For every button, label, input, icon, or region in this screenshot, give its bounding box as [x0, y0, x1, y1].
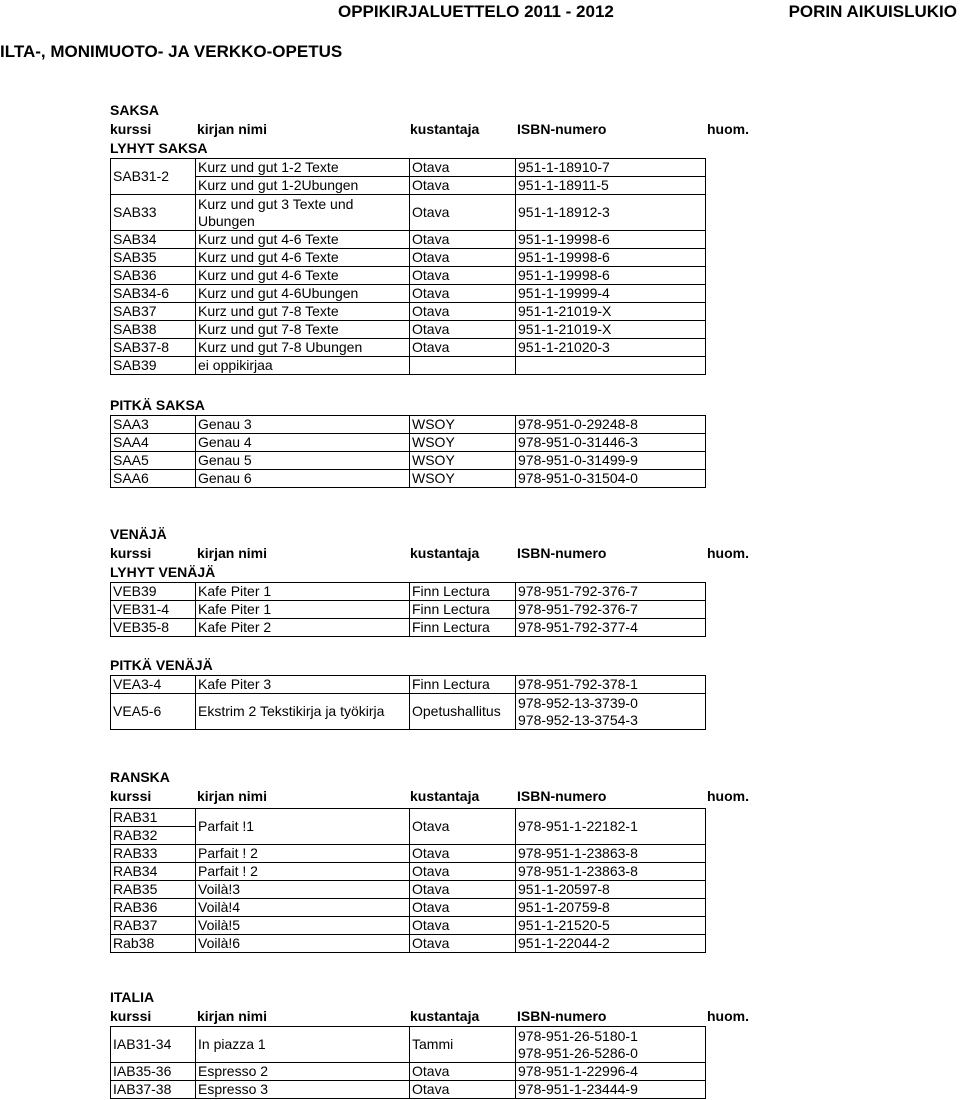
col-huom: huom.	[707, 545, 749, 561]
cell-kurssi: RAB33	[111, 845, 196, 863]
cell-kurssi: RAB36	[111, 899, 196, 917]
column-headers	[110, 787, 960, 806]
section-pitka-saksa	[110, 396, 960, 488]
cell-isbn: 951-1-21019-X	[516, 303, 706, 321]
cell-kirja: Kafe Piter 2	[196, 619, 410, 637]
table-row	[111, 416, 853, 434]
cell-kurssi: SAB36	[111, 267, 196, 285]
cell-isbn: 951-1-20597-8	[516, 881, 706, 899]
cell-kirja: Kurz und gut 4-6Ubungen	[196, 285, 410, 303]
cell-kustantaja: Otava	[410, 303, 516, 321]
cell-kurssi: SAB37	[111, 303, 196, 321]
table-row	[111, 195, 853, 231]
table-row	[111, 452, 853, 470]
cell-isbn: 951-1-19999-4	[516, 285, 706, 303]
cell-isbn: 978-951-1-23863-8	[516, 845, 706, 863]
cell-kustantaja: Otava	[410, 195, 516, 231]
cell-isbn	[516, 694, 706, 730]
col-kurssi: kurssi	[110, 121, 152, 137]
col-huom: huom.	[707, 788, 749, 804]
book-table	[110, 1026, 853, 1099]
column-headers	[110, 120, 960, 139]
section-pitka-venaja	[110, 656, 960, 730]
section-title: ITALIA	[110, 989, 155, 1005]
cell-kirja: Voilà!6	[196, 935, 410, 953]
section-venaja	[110, 525, 960, 637]
section-italia	[110, 988, 960, 1099]
cell-kirja: Voilà!4	[196, 899, 410, 917]
cell-kurssi: Rab38	[111, 935, 196, 953]
cell-isbn-line2: 978-951-26-5286-0	[518, 1044, 638, 1061]
cell-isbn: 951-1-18910-7	[516, 159, 706, 177]
cell-kustantaja: WSOY	[410, 416, 516, 434]
cell-kustantaja: Otava	[410, 159, 516, 177]
cell-kustantaja: Otava	[410, 231, 516, 249]
col-kustantaja: kustantaja	[410, 788, 480, 804]
subsection-title: PITKÄ VENÄJÄ	[110, 657, 213, 673]
cell-kirja: Kurz und gut 4-6 Texte	[196, 249, 410, 267]
col-isbn: ISBN-numero	[517, 1008, 607, 1024]
col-kustantaja: kustantaja	[410, 121, 480, 137]
col-kirja: kirjan nimi	[197, 788, 268, 804]
table-row	[111, 845, 853, 863]
cell-kustantaja: Finn Lectura	[410, 619, 516, 637]
book-table	[110, 808, 853, 953]
cell-kurssi: IAB37-38	[111, 1081, 196, 1099]
cell-kurssi: IAB35-36	[111, 1063, 196, 1081]
cell-kirja: Voilà!5	[196, 917, 410, 935]
section-title: VENÄJÄ	[110, 526, 167, 542]
cell-kustantaja: Otava	[410, 285, 516, 303]
cell-isbn-line1: 978-952-13-3739-0	[518, 694, 638, 711]
cell-kurssi: SAB34-6	[111, 285, 196, 303]
cell-kustantaja	[410, 357, 516, 375]
col-isbn: ISBN-numero	[517, 121, 607, 137]
table-row	[111, 899, 853, 917]
cell-kirja: Kurz und gut 4-6 Texte	[196, 267, 410, 285]
cell-isbn: 978-951-0-31446-3	[516, 434, 706, 452]
cell-kirja: Parfait ! 2	[196, 863, 410, 881]
section-title: SAKSA	[110, 102, 160, 118]
cell-kurssi: SAB39	[111, 357, 196, 375]
cell-isbn: 978-951-0-31504-0	[516, 470, 706, 488]
table-row	[111, 619, 853, 637]
cell-isbn: 978-951-1-22996-4	[516, 1063, 706, 1081]
cell-kurssi: SAA4	[111, 434, 196, 452]
col-huom: huom.	[707, 121, 749, 137]
book-table	[110, 158, 853, 375]
cell-isbn: 951-1-19998-6	[516, 249, 706, 267]
cell-kustantaja: Otava	[410, 845, 516, 863]
cell-kurssi: VEB31-4	[111, 601, 196, 619]
cell-isbn: 978-951-792-376-7	[516, 583, 706, 601]
table-row	[111, 303, 853, 321]
school-name: PORIN AIKUISLUKIO	[788, 2, 957, 21]
cell-isbn: 951-1-21520-5	[516, 917, 706, 935]
table-row	[111, 470, 853, 488]
cell-kustantaja: Otava	[410, 339, 516, 357]
col-isbn: ISBN-numero	[517, 788, 607, 804]
cell-kirja: Ekstrim 2 Tekstikirja ja työkirja	[196, 694, 410, 730]
cell-kurssi: SAB38	[111, 321, 196, 339]
cell-kurssi: IAB31-34	[111, 1027, 196, 1063]
cell-kurssi: SAB35	[111, 249, 196, 267]
cell-isbn-line2: 978-952-13-3754-3	[518, 711, 638, 728]
cell-kurssi: RAB31	[111, 809, 196, 827]
cell-kustantaja: Otava	[410, 881, 516, 899]
cell-kirja	[196, 195, 410, 231]
cell-isbn-line1: 978-951-26-5180-1	[518, 1027, 638, 1044]
cell-kurssi: RAB37	[111, 917, 196, 935]
cell-kirja: Genau 5	[196, 452, 410, 470]
cell-kirja: Kurz und gut 7-8 Texte	[196, 303, 410, 321]
cell-kirja: Kurz und gut 7-8 Ubungen	[196, 339, 410, 357]
cell-kirja: ei oppikirjaa	[196, 357, 410, 375]
table-row	[111, 694, 853, 730]
cell-isbn	[516, 1027, 706, 1063]
col-kustantaja: kustantaja	[410, 1008, 480, 1024]
col-kurssi: kurssi	[110, 788, 152, 804]
subsection-title: PITKÄ SAKSA	[110, 397, 205, 413]
cell-kustantaja: Otava	[410, 917, 516, 935]
cell-isbn: 978-951-1-22182-1	[516, 809, 706, 845]
cell-kirja: Kurz und gut 7-8 Texte	[196, 321, 410, 339]
cell-kustantaja: Finn Lectura	[410, 601, 516, 619]
cell-isbn: 978-951-0-29248-8	[516, 416, 706, 434]
cell-kustantaja: Otava	[410, 267, 516, 285]
cell-kustantaja: Otava	[410, 935, 516, 953]
cell-kurssi: VEA3-4	[111, 676, 196, 694]
table-row	[111, 676, 853, 694]
cell-kirja: Kafe Piter 1	[196, 583, 410, 601]
cell-isbn: 978-951-0-31499-9	[516, 452, 706, 470]
cell-kustantaja: WSOY	[410, 434, 516, 452]
table-row	[111, 809, 853, 827]
cell-kustantaja: Otava	[410, 863, 516, 881]
cell-isbn: 951-1-18912-3	[516, 195, 706, 231]
book-table	[110, 675, 853, 730]
cell-isbn: 951-1-19998-6	[516, 267, 706, 285]
col-kirja: kirjan nimi	[197, 1008, 268, 1024]
section-ranska	[110, 768, 960, 953]
subsection-title: LYHYT VENÄJÄ	[110, 564, 216, 580]
cell-isbn: 978-951-792-376-7	[516, 601, 706, 619]
cell-kurssi: SAA5	[111, 452, 196, 470]
cell-kustantaja: Tammi	[410, 1027, 516, 1063]
col-isbn: ISBN-numero	[517, 545, 607, 561]
cell-kirja: Kurz und gut 4-6 Texte	[196, 231, 410, 249]
cell-kurssi: VEB35-8	[111, 619, 196, 637]
cell-kirja: Espresso 3	[196, 1081, 410, 1099]
cell-isbn: 951-1-21019-X	[516, 321, 706, 339]
cell-kustantaja: Otava	[410, 899, 516, 917]
cell-kustantaja: Opetushallitus	[410, 694, 516, 730]
cell-kirja-line2: Ubungen	[198, 212, 255, 229]
col-huom: huom.	[707, 1008, 749, 1024]
section-saksa	[110, 101, 960, 375]
cell-isbn	[516, 357, 706, 375]
cell-kustantaja: Otava	[410, 321, 516, 339]
cell-kustantaja: WSOY	[410, 452, 516, 470]
table-row	[111, 159, 853, 177]
cell-kustantaja: Otava	[410, 1081, 516, 1099]
cell-kurssi: RAB35	[111, 881, 196, 899]
book-table	[110, 415, 853, 488]
cell-kurssi: SAA6	[111, 470, 196, 488]
cell-kustantaja: Finn Lectura	[410, 583, 516, 601]
table-row	[111, 601, 853, 619]
table-row	[111, 863, 853, 881]
col-kurssi: kurssi	[110, 1008, 152, 1024]
table-row	[111, 1027, 853, 1063]
col-kustantaja: kustantaja	[410, 545, 480, 561]
column-headers	[110, 544, 960, 563]
cell-kirja: Genau 3	[196, 416, 410, 434]
cell-kurssi: SAB34	[111, 231, 196, 249]
cell-kustantaja: Otava	[410, 1063, 516, 1081]
cell-isbn: 978-951-792-377-4	[516, 619, 706, 637]
table-row	[111, 1063, 853, 1081]
cell-kirja-line1: Kurz und gut 3 Texte und	[198, 195, 354, 212]
column-headers	[110, 1007, 960, 1026]
cell-isbn: 978-951-1-23863-8	[516, 863, 706, 881]
cell-kirja: Kurz und gut 1-2Ubungen	[196, 177, 410, 195]
col-kirja: kirjan nimi	[197, 121, 268, 137]
table-row	[111, 917, 853, 935]
table-row	[111, 357, 853, 375]
table-row	[111, 583, 853, 601]
table-row	[111, 231, 853, 249]
cell-kustantaja: Finn Lectura	[410, 676, 516, 694]
col-kurssi: kurssi	[110, 545, 152, 561]
cell-isbn: 951-1-22044-2	[516, 935, 706, 953]
cell-kurssi: RAB34	[111, 863, 196, 881]
cell-kurssi: VEA5-6	[111, 694, 196, 730]
cell-isbn: 951-1-19998-6	[516, 231, 706, 249]
cell-isbn: 978-951-1-23444-9	[516, 1081, 706, 1099]
table-row	[111, 1081, 853, 1099]
cell-kustantaja: Otava	[410, 809, 516, 845]
table-row	[111, 285, 853, 303]
table-row	[111, 339, 853, 357]
table-row	[111, 177, 853, 195]
cell-kustantaja: Otava	[410, 177, 516, 195]
cell-kurssi: SAB37-8	[111, 339, 196, 357]
table-row	[111, 249, 853, 267]
cell-kurssi: SAB31-2	[111, 159, 196, 195]
cell-kirja: In piazza 1	[196, 1027, 410, 1063]
cell-kirja: Kafe Piter 1	[196, 601, 410, 619]
cell-kirja: Espresso 2	[196, 1063, 410, 1081]
cell-kurssi: SAB33	[111, 195, 196, 231]
cell-kurssi: VEB39	[111, 583, 196, 601]
page-subtitle: ILTA-, MONIMUOTO- JA VERKKO-OPETUS	[0, 42, 343, 61]
table-row	[111, 434, 853, 452]
cell-isbn: 951-1-20759-8	[516, 899, 706, 917]
table-row	[111, 935, 853, 953]
cell-isbn: 951-1-21020-3	[516, 339, 706, 357]
col-kirja: kirjan nimi	[197, 545, 268, 561]
cell-kirja: Genau 4	[196, 434, 410, 452]
table-row	[111, 267, 853, 285]
cell-isbn: 978-951-792-378-1	[516, 676, 706, 694]
subsection-title: LYHYT SAKSA	[110, 140, 208, 156]
cell-kirja: Genau 6	[196, 470, 410, 488]
book-table	[110, 582, 853, 637]
cell-kustantaja: WSOY	[410, 470, 516, 488]
cell-kirja: Parfait ! 2	[196, 845, 410, 863]
table-row	[111, 881, 853, 899]
cell-kirja: Parfait !1	[196, 809, 410, 845]
page-title: OPPIKIRJALUETTELO 2011 - 2012	[338, 2, 614, 21]
cell-kurssi: SAA3	[111, 416, 196, 434]
cell-kirja: Kurz und gut 1-2 Texte	[196, 159, 410, 177]
cell-kirja: Voilà!3	[196, 881, 410, 899]
cell-kurssi: RAB32	[111, 827, 196, 845]
cell-isbn: 951-1-18911-5	[516, 177, 706, 195]
section-title: RANSKA	[110, 769, 170, 785]
table-row	[111, 321, 853, 339]
cell-kustantaja: Otava	[410, 249, 516, 267]
cell-kirja: Kafe Piter 3	[196, 676, 410, 694]
